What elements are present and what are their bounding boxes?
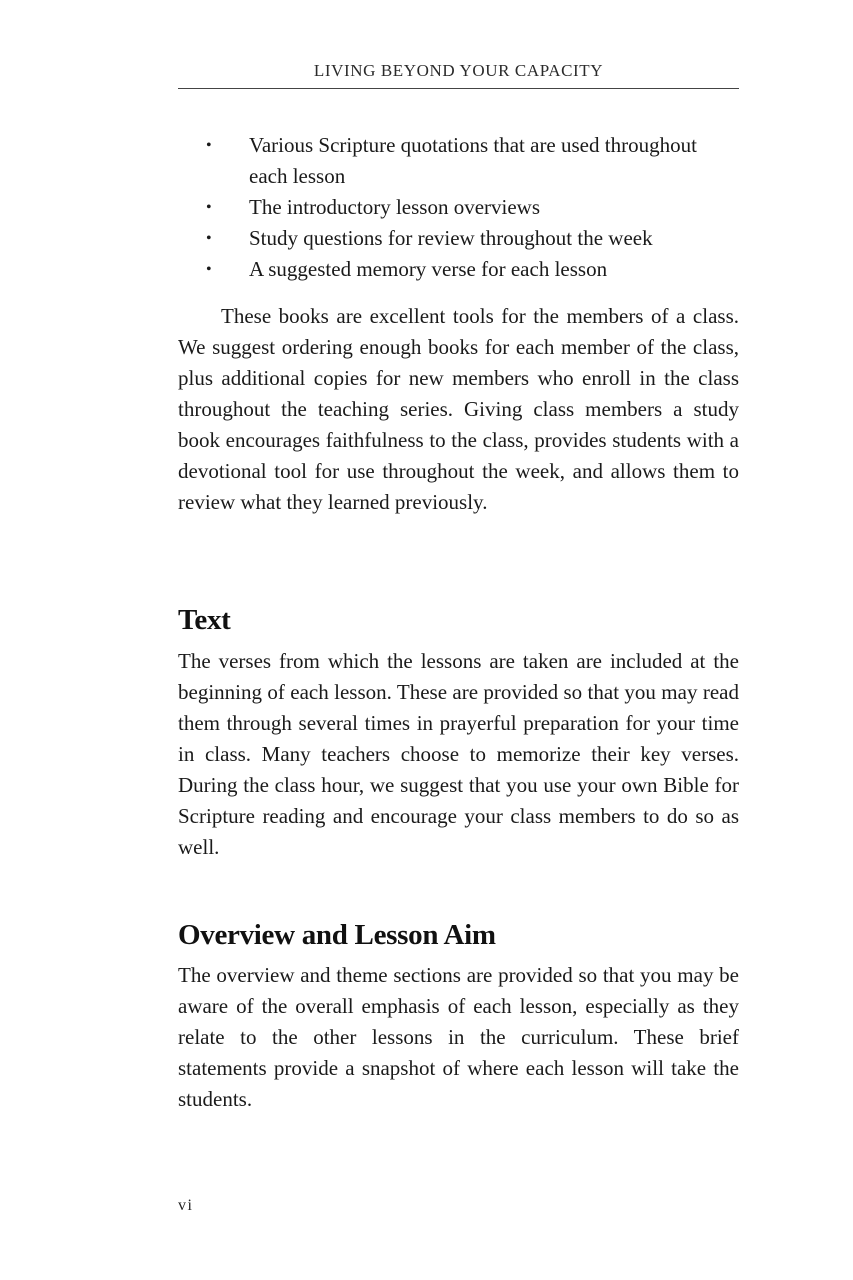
section-heading-text: Text — [178, 604, 231, 636]
section-body-overview: The overview and theme sections are provided so that you may be aware of the overall emphasis of each lesson, especially as they relate to the other lessons in the curriculum. These brief statements provide a snapshot of where each lesson will take the students. — [178, 963, 739, 1111]
list-item-text: A suggested memory verse for each lesson — [249, 257, 608, 281]
list-item-text: Study questions for review throughout the week — [249, 226, 653, 250]
bullet-icon: • — [206, 199, 212, 216]
list-item — [178, 223, 739, 254]
section-heading-overview: Overview and Lesson Aim — [178, 919, 496, 951]
bullet-list — [178, 130, 739, 285]
running-header: LIVING BEYOND YOUR CAPACITY — [313, 61, 604, 80]
section-body-text: The verses from which the lessons are taken are included at the beginning of each lesson. These are provided so that you may read them through several times in prayerful preparation for your time in class. Many teachers choose to memorize their key verses. During the class hour, we suggest that you use your own Bible for Scripture reading and encourage your class members to do so as well. — [178, 649, 739, 859]
page-number: vi — [178, 1197, 194, 1214]
list-item-text: The introductory lesson overviews — [249, 195, 541, 219]
list-item — [178, 192, 739, 223]
list-item — [178, 130, 739, 192]
bullet-icon: • — [206, 230, 212, 247]
header-rule — [178, 88, 739, 89]
list-item — [178, 254, 739, 285]
intro-paragraph: These books are excellent tools for the members of a class. We suggest ordering enough books for each member of the class, plus additional copies for new members who enroll in the class throughout the teaching series. Giving class members a study book encourages faithfulness to the class, provides students with a devotional tool for use throughout the week, and allows them to review what they learned previously. — [178, 304, 739, 514]
bullet-icon: • — [206, 137, 212, 154]
bullet-icon: • — [206, 261, 212, 278]
list-item-text: Various Scripture quotations that are used throughout each lesson — [249, 133, 697, 188]
